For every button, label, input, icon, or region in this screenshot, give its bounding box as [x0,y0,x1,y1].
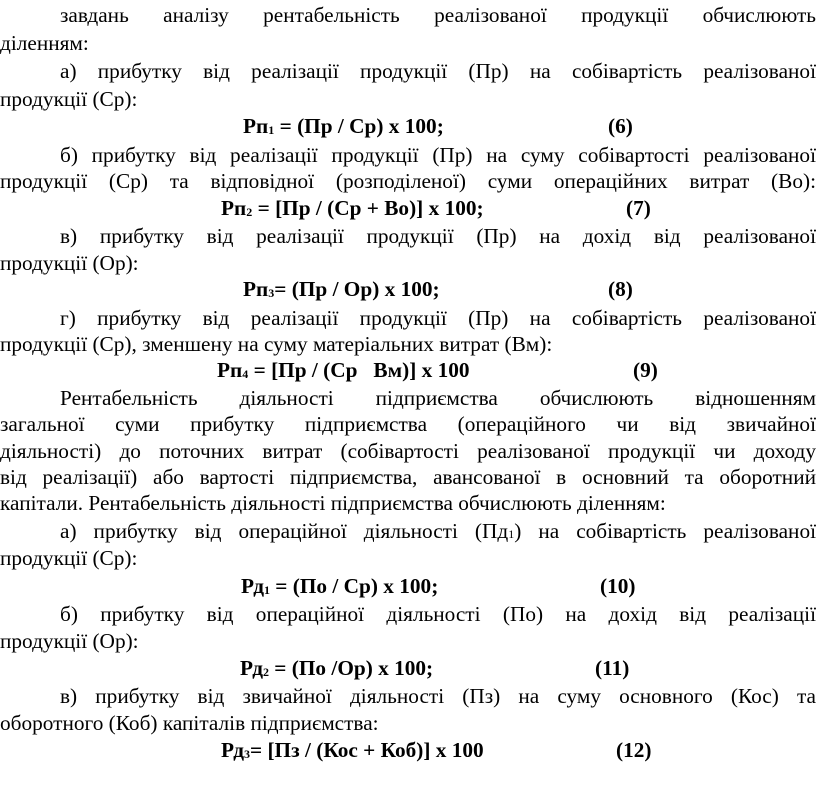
text-line: б) прибутку від операційної діяльності (По) на дохід від реалізації [60,602,816,626]
text-line: від реалізації) або вартості підприємства, авансованої в основний та оборотний [0,465,816,489]
text-line: продукції (Ср) та відповідної (розподіленої) суми операційних витрат (Во): [0,169,816,193]
text-line: а) прибутку від реалізації продукції (Пр) на собівартість реалізованої [60,59,816,83]
text-line: оборотного (Коб) капіталів підприємства: [0,711,379,735]
text-line: продукції (Ор): [0,251,139,275]
formula-number: (7) [626,196,651,220]
text-line: продукції (Ср): [0,546,138,570]
text-line: капітали. Рентабельність діяльності підприємства обчислюють діленням: [0,491,666,515]
formula-11: $Рд_2 = (По$ /Ор) х 100; [240,656,434,680]
formula-6: $Рп_1 = (Пр / Ср)$ х 100; [243,114,444,138]
formula-number: (6) [608,114,633,138]
text-line: діленням: [0,31,89,55]
text-line: продукції (Ср): [0,87,138,111]
formula-number: (8) [608,277,633,301]
text-line: в) прибутку від реалізації продукції (Пр) на дохід від реалізованої [60,224,816,248]
formula-12: $Рд_3= [Пз / (Кос + Коб)]$ х 100 [221,738,484,762]
text-line: в) прибутку від звичайної діяльності (Пз) на суму основного (Кос) та [60,684,816,708]
formula-number: (9) [633,358,658,382]
text-line: продукції (Ор): [0,629,139,653]
formula-number: (11) [595,656,630,680]
text-line: загальної суми прибутку підприємства (операційного чи від звичайної [0,412,816,436]
formula-number: (10) [600,574,636,598]
text-line: продукції (Ср), зменшену на суму матеріальних витрат (Вм): [0,332,553,356]
text-line: г) прибутку від реалізації продукції (Пр) на собівартість реалізованої [60,306,816,330]
text-line: б) прибутку від реалізації продукції (Пр) на суму собівартості реалізованої [60,143,816,167]
formula-7: $Рп_2 = [Пр / (Ср + Во)]$ х 100; [221,196,484,220]
formula-number: (12) [616,738,652,762]
formula-8: $Рп_3= (Пр / Ор)$ х 100; [243,277,440,301]
text-line: а) прибутку від операційної діяльності (Пд1) на собівартість реалізованої [60,519,816,543]
text-line: Рентабельність діяльності підприємства обчислюють відношенням [60,386,816,410]
formula-10: $Рд_1 = (По / Ср)$ х 100; [241,574,439,598]
text-line: діяльності) до поточних витрат (собівартості реалізованої продукції чи доходу [0,439,816,463]
formula-9: $Рп_4 = [Пр / (Ср$ Вм)] х 100 [217,358,470,382]
text-line: завдань аналізу рентабельність реалізованої продукції обчислюють [60,3,816,27]
